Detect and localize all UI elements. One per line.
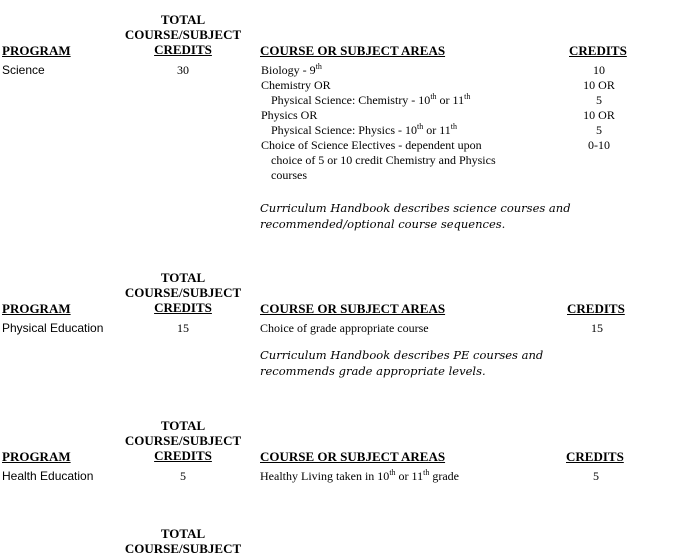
- program-header: PROGRAM: [2, 43, 71, 58]
- total-header-line: COURSE/SUBJECT: [124, 285, 242, 300]
- course-line: choice of 5 or 10 credit Chemistry and Physics: [271, 153, 496, 167]
- pe-handbook-note: Curriculum Handbook describes PE courses and recommends grade appropriate levels.: [260, 348, 544, 378]
- credit-value: 5: [596, 123, 602, 137]
- pe-course: Choice of grade appropriate course: [260, 321, 429, 335]
- total-header-line: TOTAL: [160, 418, 206, 433]
- total-header-line: COURSE/SUBJECT: [124, 541, 242, 556]
- total-credits-header: [118, 270, 248, 315]
- course-line: Physical Science: Chemistry - 10th or 11th: [271, 92, 471, 107]
- total-header-line: TOTAL: [160, 526, 206, 541]
- total-credits-header: [118, 526, 248, 556]
- total-credits-pe: 15: [177, 321, 189, 335]
- areas-header: COURSE OR SUBJECT AREAS: [260, 43, 446, 58]
- course-line: Physics OR: [261, 108, 318, 122]
- total-header-line: TOTAL: [160, 270, 206, 285]
- credits-header: CREDITS: [566, 449, 624, 464]
- credit-value: 10 OR: [583, 108, 615, 122]
- total-credits-header: [118, 418, 248, 463]
- program-header: PROGRAM: [2, 301, 71, 316]
- total-credits-header: [118, 12, 248, 57]
- credit-value: 10 OR: [583, 78, 615, 92]
- science-handbook-note: Curriculum Handbook describes science courses and recommended/optional course sequences.: [260, 201, 571, 231]
- total-header-line: CREDITS: [154, 300, 212, 315]
- program-name-health: Health Education: [2, 469, 94, 483]
- areas-header: COURSE OR SUBJECT AREAS: [260, 449, 446, 464]
- course-line: courses: [271, 168, 307, 182]
- course-line: Chemistry OR: [261, 78, 331, 92]
- science-credits-list: [569, 63, 629, 153]
- total-header-line: CREDITS: [154, 448, 212, 463]
- science-course-list: [261, 63, 496, 183]
- course-line: Choice of Science Electives - dependent upon: [261, 138, 482, 152]
- total-credits-science: 30: [177, 63, 189, 77]
- credit-value: 5: [596, 93, 602, 107]
- areas-header: COURSE OR SUBJECT AREAS: [260, 301, 446, 316]
- credits-header: CREDITS: [569, 43, 627, 58]
- credit-value: 0-10: [588, 138, 610, 152]
- total-header-line: CREDITS: [154, 42, 212, 57]
- total-header-line: COURSE/SUBJECT: [124, 27, 242, 42]
- course-line: Physical Science: Physics - 10th or 11th: [271, 122, 458, 137]
- program-name-pe: Physical Education: [2, 321, 104, 335]
- program-name-science: Science: [2, 63, 45, 77]
- credit-value: 10: [593, 63, 605, 77]
- health-credit: 5: [593, 469, 599, 483]
- pe-credit: 15: [591, 321, 603, 335]
- program-header: PROGRAM: [2, 449, 71, 464]
- total-credits-health: 5: [180, 469, 186, 483]
- total-header-line: TOTAL: [160, 12, 206, 27]
- health-course: Healthy Living taken in 10th or 11th grade: [260, 468, 459, 483]
- credits-header: CREDITS: [567, 301, 625, 316]
- total-header-line: COURSE/SUBJECT: [124, 433, 242, 448]
- course-line: Biology - 9th: [261, 62, 322, 77]
